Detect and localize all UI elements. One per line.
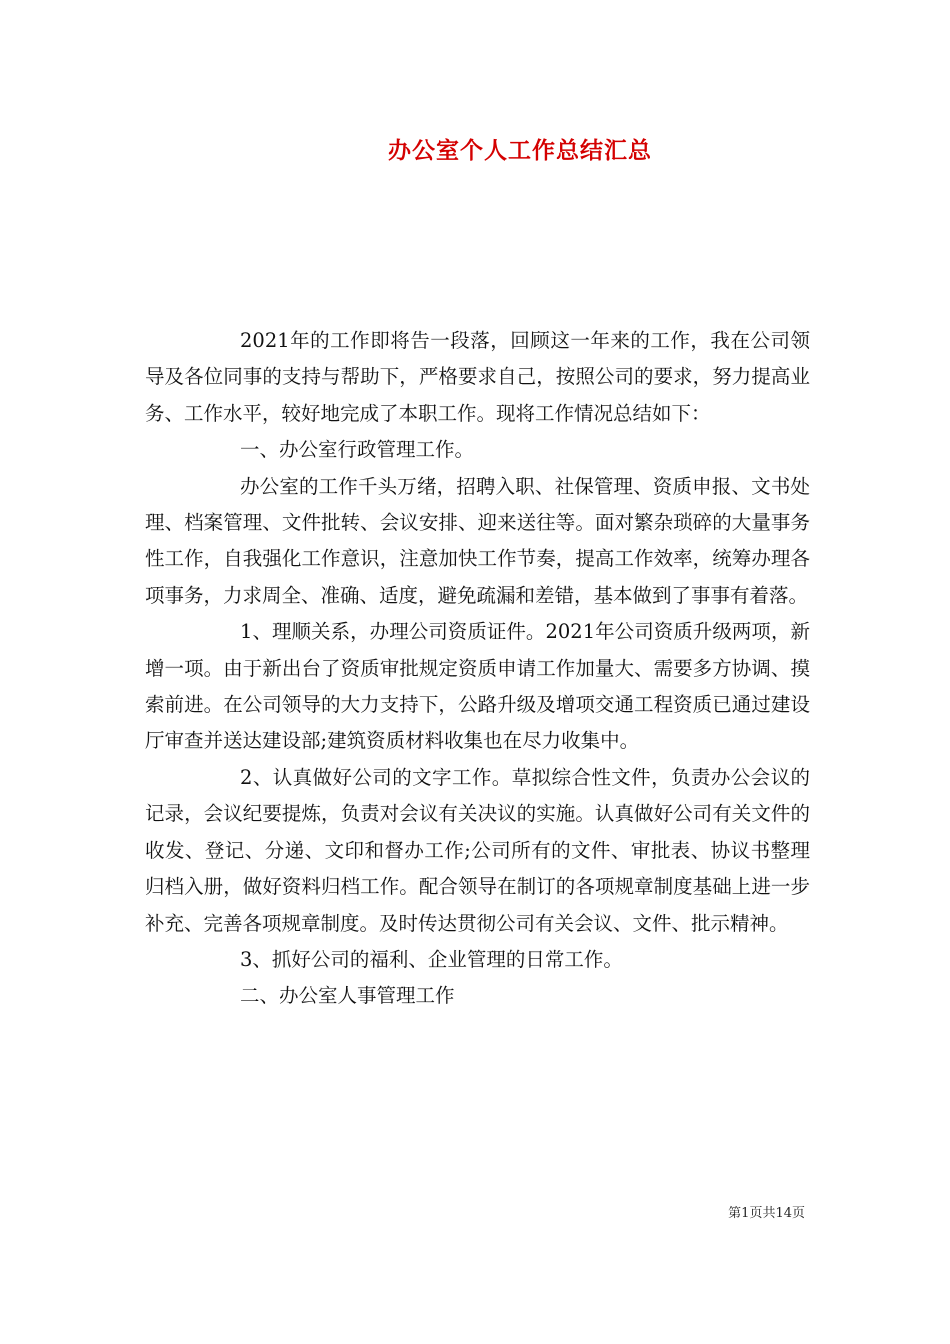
- paragraph-admin-overview: 办公室的工作千头万绪，招聘入职、社保管理、资质申报、文书处理、档案管理、文件批转、会议安排、迎来送往等。面对繁杂琐碎的大量事务性工作，自我强化工作意识，注意加快工作节奏，提高工作效率，统筹办理各项事务，力求周全、准确、适度，避免疏漏和差错，基本做到了事事有着落。: [145, 474, 810, 607]
- paragraph-item-1: 1、理顺关系，办理公司资质证件。2021年公司资质升级两项，新增一项。由于新出台了资质审批规定资质申请工作加量大、需要多方协调、摸索前进。在公司领导的大力支持下，公路升级及增项交通工程资质已通过建设厅审查并送达建设部;建筑资质材料收集也在尽力收集中。: [145, 620, 810, 753]
- document-body: [145, 323, 810, 1015]
- section-heading-hr: 二、办公室人事管理工作: [240, 984, 455, 1008]
- paragraph-item-2: 2、认真做好公司的文字工作。草拟综合性文件，负责办公会议的记录，会议纪要提炼，负责对会议有关决议的实施。认真做好公司有关文件的收发、登记、分递、文印和督办工作;公司所有的文件、审批表、协议书整理归档入册，做好资料归档工作。配合领导在制订的各项规章制度基础上进一步补充、完善各项规章制度。及时传达贯彻公司有关会议、文件、批示精神。: [145, 765, 810, 935]
- section-heading-admin: 一、办公室行政管理工作。: [240, 438, 475, 462]
- page-number: 第1页共14页: [728, 1206, 805, 1221]
- paragraph-intro: 2021年的工作即将告一段落，回顾这一年来的工作，我在公司领导及各位同事的支持与帮助下，严格要求自己，按照公司的要求，努力提高业务、工作水平，较好地完成了本职工作。现将工作情况总结如下：: [145, 329, 810, 425]
- paragraph-item-3: 3、抓好公司的福利、企业管理的日常工作。: [240, 947, 623, 971]
- document-title: 办公室个人工作总结汇总: [388, 137, 652, 164]
